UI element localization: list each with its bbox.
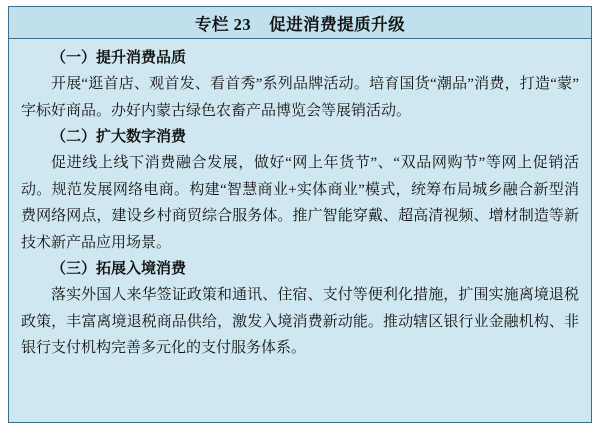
box-body [9,39,591,422]
feature-box [8,6,592,423]
box-title-number: 专栏 23 [194,14,252,34]
box-title-text: 促进消费提质升级 [269,14,406,34]
section-heading-2: （二）扩大数字消费 [51,129,187,145]
section-heading-1: （一）提升消费品质 [51,50,187,66]
section-heading-3: （三）拓展入境消费 [51,261,187,277]
section-paragraph-2: 促进线上线下消费融合发展，做好“网上年货节”、“双品网购节”等网上促销活动。规范发展网络电商。构建“智慧商业+实体商业”模式，统筹布局城乡融合新型消费网络网点，建设乡村商贸综合服务体。推广智能穿戴、超高清视频、增材制造等新技术新产品应用场景。 [21,155,579,251]
section-paragraph-3: 落实外国人来华签证政策和通讯、住宿、支付等便利化措施，扩围实施离境退税政策，丰富离境退税商品供给，激发入境消费新动能。推动辖区银行业金融机构、非银行支付机构完善多元化的支付服务体系。 [21,287,579,356]
box-title-bar [9,7,591,39]
section-paragraph-1: 开展“逛首店、观首发、看首秀”系列品牌活动。培育国货“潮品”消费，打造“蒙”字标好商品。办好内蒙古绿色农畜产品博览会等展销活动。 [21,76,579,119]
